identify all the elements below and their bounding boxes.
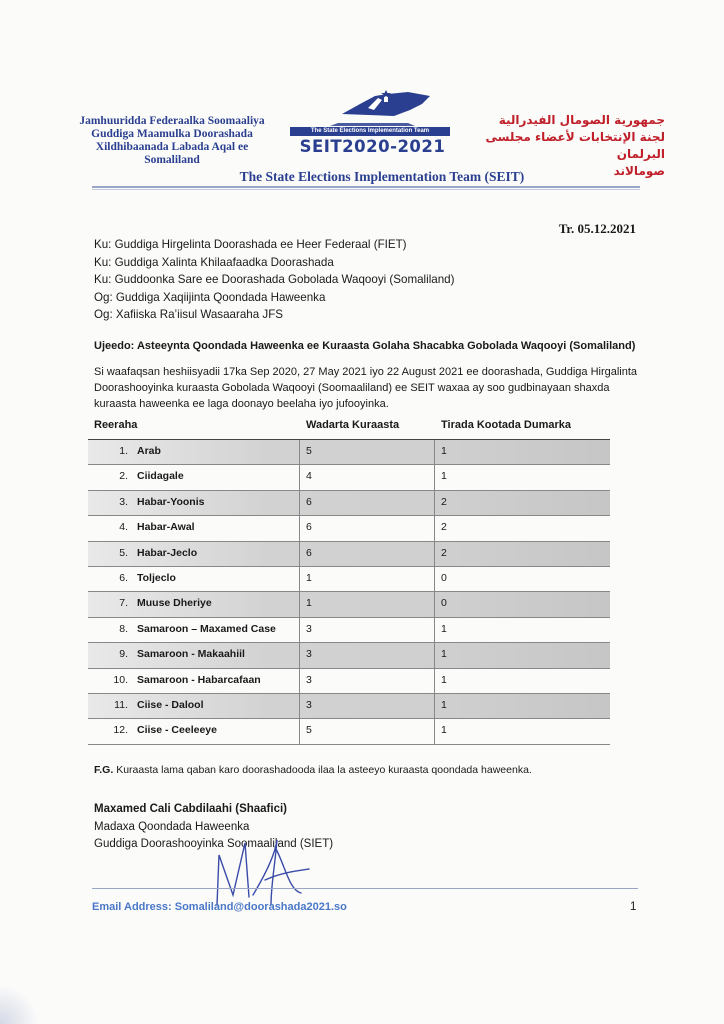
column-divider bbox=[434, 542, 435, 566]
row-number: 7. bbox=[119, 597, 128, 610]
table-row bbox=[88, 465, 610, 490]
row-number: 5. bbox=[119, 546, 128, 559]
women-quota: 0 bbox=[441, 571, 447, 584]
clan-name: Habar-Yoonis bbox=[137, 495, 205, 508]
column-divider bbox=[299, 440, 300, 464]
recipient-line: Ku: Guddiga Xalinta Khilaafaadka Doorashada bbox=[94, 255, 334, 269]
header-total-seats: Wadarta Kuraasta bbox=[306, 419, 400, 431]
row-number: 6. bbox=[119, 571, 128, 584]
column-divider bbox=[299, 643, 300, 667]
table-row bbox=[88, 491, 610, 516]
signatory-title: Madaxa Qoondada Haweenka bbox=[94, 821, 250, 833]
recipients-list bbox=[94, 236, 455, 324]
column-divider bbox=[299, 669, 300, 693]
quota-table bbox=[88, 416, 610, 745]
table-row bbox=[88, 719, 610, 744]
clan-name: Samaroon - Makaahiil bbox=[137, 648, 245, 661]
women-quota: 1 bbox=[441, 698, 447, 711]
clan-name: Habar-Awal bbox=[137, 521, 195, 534]
recipient-line: Ku: Guddoonka Sare ee Doorashada Gobolada Waqooyi (Somaliland) bbox=[94, 273, 455, 286]
column-divider bbox=[434, 491, 435, 515]
column-divider bbox=[299, 491, 300, 515]
women-quota: 1 bbox=[441, 445, 447, 457]
clan-name: Samaroon – Maxamed Case bbox=[137, 622, 276, 635]
women-quota: 2 bbox=[441, 495, 447, 508]
total-seats: 3 bbox=[306, 622, 312, 635]
row-number: 12. bbox=[113, 724, 128, 737]
clan-name: Ciidagale bbox=[137, 470, 184, 483]
women-quota: 1 bbox=[441, 648, 447, 661]
footnote-prefix: F.G. bbox=[94, 764, 114, 776]
total-seats: 5 bbox=[306, 445, 312, 457]
clan-name: Muuse Dheriye bbox=[137, 597, 212, 610]
women-quota: 1 bbox=[441, 622, 447, 635]
column-divider bbox=[434, 516, 435, 540]
women-quota: 1 bbox=[441, 470, 447, 483]
letterhead-somali-line: Guddiga Maamulka Doorashada bbox=[91, 128, 253, 140]
column-divider bbox=[299, 465, 300, 489]
letterhead-arabic-line: لجنة الإنتخابات لأعضاء مجلسى البرلمان bbox=[485, 130, 665, 161]
column-divider bbox=[299, 719, 300, 743]
header-divider bbox=[92, 186, 640, 188]
column-divider bbox=[434, 567, 435, 591]
total-seats: 6 bbox=[306, 495, 312, 508]
row-number: 1. bbox=[119, 445, 128, 457]
column-divider bbox=[434, 643, 435, 667]
row-number: 2. bbox=[119, 470, 128, 483]
logo-badge: The State Elections Implementation Team bbox=[290, 127, 450, 136]
column-divider bbox=[299, 516, 300, 540]
women-quota: 1 bbox=[441, 724, 447, 737]
table-body bbox=[88, 440, 610, 745]
clan-name: Ciise - Dalool bbox=[137, 698, 204, 711]
table-row bbox=[88, 618, 610, 643]
row-number: 3. bbox=[119, 495, 128, 508]
clan-name: Toljeclo bbox=[137, 571, 176, 584]
letterhead-somali-line: Xildhibaanada Labada Aqal ee bbox=[95, 141, 249, 153]
row-number: 10. bbox=[113, 673, 128, 686]
clan-name: Samaroon - Habarcafaan bbox=[137, 673, 261, 686]
column-divider bbox=[299, 618, 300, 642]
column-divider bbox=[434, 618, 435, 642]
women-quota: 2 bbox=[441, 546, 447, 559]
column-divider bbox=[299, 542, 300, 566]
total-seats: 1 bbox=[306, 597, 312, 610]
column-divider bbox=[434, 669, 435, 693]
footnote-text: Kuraasta lama qaban karo doorashadooda ilaa la asteeyo kuraasta qoondada haweenka. bbox=[116, 764, 532, 776]
letterhead-somali-line: Jamhuuridda Federaalka Soomaaliya bbox=[79, 115, 265, 127]
header-divider bbox=[92, 189, 640, 190]
column-divider bbox=[299, 567, 300, 591]
total-seats: 3 bbox=[306, 698, 312, 711]
column-divider bbox=[434, 694, 435, 718]
body-paragraph: Si waafaqsan heshiisyadii 17ka Sep 2020, 27 May 2021 iyo 22 August 2021 ee doorashada, Guddiga Hirgalinta Doorashooyinka kuraasta Gobolada Waqooyi (Soomaaliland) ee SEIT waxaa ay soo gudbinayaan shaxda kuraasta haweenka ee laga doonayo beelaha iyo jufooyinka. bbox=[94, 366, 638, 410]
column-divider bbox=[434, 592, 435, 616]
signatory-name: Maxamed Cali Cabdilaahi (Shaafici) bbox=[94, 803, 288, 815]
scan-shadow bbox=[0, 985, 40, 1024]
column-divider bbox=[434, 719, 435, 743]
women-quota: 0 bbox=[441, 597, 447, 610]
table-row bbox=[88, 542, 610, 567]
table-row bbox=[88, 592, 610, 617]
table-row bbox=[88, 643, 610, 668]
row-number: 9. bbox=[119, 648, 128, 661]
column-divider bbox=[299, 694, 300, 718]
total-seats: 3 bbox=[306, 673, 312, 686]
total-seats: 3 bbox=[306, 648, 312, 661]
letterhead-arabic-line: جمهورية الصومال الفيدرالية bbox=[498, 113, 665, 127]
footnote bbox=[94, 764, 532, 776]
total-seats: 1 bbox=[306, 571, 312, 584]
clan-name: Arab bbox=[137, 445, 161, 457]
clan-name: Habar-Jeclo bbox=[137, 546, 198, 559]
table-row bbox=[88, 694, 610, 719]
column-divider bbox=[299, 592, 300, 616]
letterhead-somali bbox=[58, 115, 286, 167]
header-women-quota: Tirada Kootada Dumarka bbox=[441, 419, 572, 431]
total-seats: 5 bbox=[306, 724, 312, 737]
logo-text: SEIT2020-2021 bbox=[299, 137, 446, 156]
women-quota: 2 bbox=[441, 521, 447, 534]
team-name: The State Elections Implementation Team (SEIT) bbox=[239, 169, 525, 184]
total-seats: 6 bbox=[306, 521, 312, 534]
women-quota: 1 bbox=[441, 673, 447, 686]
signatory-org: Guddiga Doorashooyinka Soomaaliland (SIET) bbox=[94, 838, 334, 850]
clan-name: Ciise - Ceeleeye bbox=[137, 724, 217, 737]
footer-email: Email Address: Somaliland@doorashada2021.so bbox=[92, 901, 347, 913]
column-divider bbox=[434, 440, 435, 464]
table-row bbox=[88, 669, 610, 694]
total-seats: 4 bbox=[306, 470, 312, 483]
row-number: 8. bbox=[119, 622, 128, 635]
row-number: 11. bbox=[114, 698, 128, 711]
footer-divider bbox=[92, 888, 638, 889]
recipient-line: Og: Xafiiska Ra’iisul Wasaaraha JFS bbox=[94, 308, 284, 321]
table-row bbox=[88, 516, 610, 541]
column-divider bbox=[434, 465, 435, 489]
table-row bbox=[88, 567, 610, 592]
letterhead-arabic-line: صومالاند bbox=[613, 164, 665, 178]
subject-line: Ujeedo: Asteeynta Qoondada Haweenka ee Kuraasta Golaha Shacabka Gobolada Waqooyi (Somaliland) bbox=[94, 340, 636, 352]
recipient-line: Ku: Guddiga Hirgelinta Doorashada ee Heer Federaal (FIET) bbox=[94, 238, 407, 251]
table-header bbox=[88, 416, 610, 440]
letterhead-somali-line: Somaliland bbox=[144, 154, 200, 166]
page-number: 1 bbox=[630, 901, 637, 913]
total-seats: 6 bbox=[306, 546, 312, 559]
table-row bbox=[88, 440, 610, 465]
reference-date: Tr. 05.12.2021 bbox=[558, 221, 636, 236]
header-clans: Reeraha bbox=[94, 419, 138, 431]
recipient-line: Og: Guddiga Xaqiijinta Qoondada Haweenka bbox=[94, 290, 326, 304]
row-number: 4. bbox=[119, 521, 128, 534]
